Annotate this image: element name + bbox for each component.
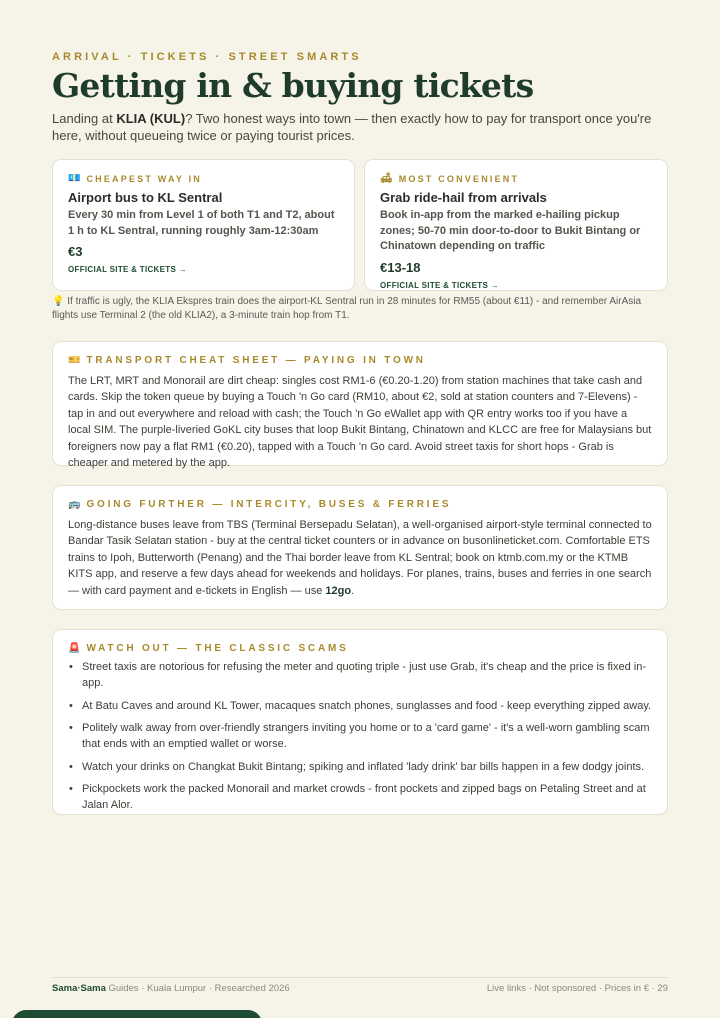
banknote-icon: 💶 — [68, 173, 81, 184]
further-text: Long-distance buses leave from TBS (Terminal Bersepadu Selatan), a well-organised airport-style terminal connected to Bandar Tasik Selatan station - buy at the central ticket counters or in advance on busonlineticket.com. Comfortable ETS trains to Ipoh, Butterworth (Penang) and the Thai border leave from KL Sentral; book on ktmb.com.my or the KTMB KITS app, and reserve a few days ahead for weekends and holidays. For planes, trains, buses and ferries in one search — with card payment and e-tickets in English — use 12go. — [68, 519, 652, 597]
official-site-link[interactable]: OFFICIAL SITE & TICKETS → — [68, 265, 187, 274]
option-price: €13-18 — [380, 259, 421, 275]
lightbulb-icon: 💡 — [52, 296, 65, 307]
option-title: Grab ride-hail from arrivals — [380, 190, 547, 205]
ticket-icon: 🎫 — [68, 355, 81, 366]
option-card-cheapest — [52, 159, 355, 291]
option-price: €3 — [68, 244, 83, 259]
official-site-link[interactable]: OFFICIAL SITE & TICKETS → — [380, 280, 499, 290]
scam-list — [68, 659, 652, 813]
going-further-card — [52, 485, 668, 610]
option-card-convenient — [364, 159, 668, 291]
card-eyebrow: TRANSPORT CHEAT SHEET — PAYING IN TOWN — [86, 355, 426, 366]
option-eyebrow: CHEAPEST WAY IN — [86, 173, 202, 184]
transport-text: The LRT, MRT and Monorail are dirt cheap: singles cost RM1-6 (€0.20-1.20) from station machines that take cash and cards. Skip the token queue by buying a Touch 'n Go card (RM10, about €2, sold at station counters and 7-Elevens) - tap in and out everywhere and reload with cash; the Touch 'n Go eWallet app with QR entry works too if you have a local SIM. The purple-liveried GoKL city buses that loop Bukit Bintang, Chinatown and KLCC are free for Malaysians but foreigners now pay a flat RM1 (€0.20), tapped with a Touch 'n Go card. Avoid street taxis for short hops - Grab is cheaper and metered by the app. — [68, 375, 652, 470]
bus-icon: 🚌 — [68, 499, 81, 510]
section-kicker: ARRIVAL · TICKETS · STREET SMARTS — [52, 51, 362, 63]
scams-card — [52, 629, 668, 815]
car-seat-icon: 🛋 — [380, 173, 393, 184]
12go-link[interactable]: 12go — [325, 584, 352, 597]
list-item: • At Batu Caves and around KL Tower, macaques snatch phones, sunglasses and food - keep everything zipped away. — [68, 698, 652, 714]
transport-cheat-sheet-card — [52, 341, 668, 470]
list-item: • Watch your drinks on Changkat Bukit Bintang; spiking and inflated 'lady drink' bar bills happen in a few dodgy joints. — [68, 759, 652, 775]
footer-right: Live links · Not sponsored · Prices in € · 29 — [486, 983, 668, 994]
footer-left: Sama·Sama Guides · Kuala Lumpur · Researched 2026 — [52, 983, 290, 994]
footer-divider — [52, 977, 668, 978]
option-eyebrow: MOST CONVENIENT — [398, 173, 520, 184]
list-item: • Street taxis are notorious for refusing the meter and quoting triple - just use Grab, it's cheap and the price is fixed in-app. — [68, 659, 652, 691]
intro-paragraph: Landing at KLIA (KUL)? Two honest ways into town — then exactly how to pay for transport once you're here, without queueing twice or paying tourist prices. — [52, 111, 652, 143]
card-eyebrow: WATCH OUT — THE CLASSIC SCAMS — [86, 643, 349, 654]
option-title: Airport bus to KL Sentral — [68, 190, 223, 205]
airport-code: KLIA (KUL) — [116, 111, 186, 126]
brand-name: Sama·Sama — [52, 983, 106, 994]
page-title: Getting in & buying tickets — [52, 66, 534, 105]
siren-icon: 🚨 — [68, 643, 81, 654]
bottom-pill-bar[interactable] — [12, 1010, 262, 1018]
traffic-tip: 💡 If traffic is ugly, the KLIA Ekspres train does the airport-KL Sentral run in 28 minutes for RM55 (about €11) - and remember AirAsia flights use Terminal 2 (the old KLIA2), a 3-minute train hop from T1. — [52, 296, 642, 321]
list-item: • Pickpockets work the packed Monorail and market crowds - front pockets and zipped bags on Petaling Street and at Jalan Alor. — [68, 781, 652, 813]
card-eyebrow: GOING FURTHER — INTERCITY, BUSES & FERRIES — [86, 499, 452, 510]
list-item: • Politely walk away from over-friendly strangers inviting you home or to a 'card game' - it's a well-worn gambling scam that ends with an emptied wallet or worse. — [68, 720, 652, 752]
option-description: Every 30 min from Level 1 of both T1 and T2, about 1 h to KL Sentral, running roughly 3am-12:30am — [68, 209, 335, 237]
option-description: Book in-app from the marked e-hailing pickup zones; 50-70 min door-to-door to Bukit Bintang or Chinatown depending on traffic — [380, 209, 641, 252]
